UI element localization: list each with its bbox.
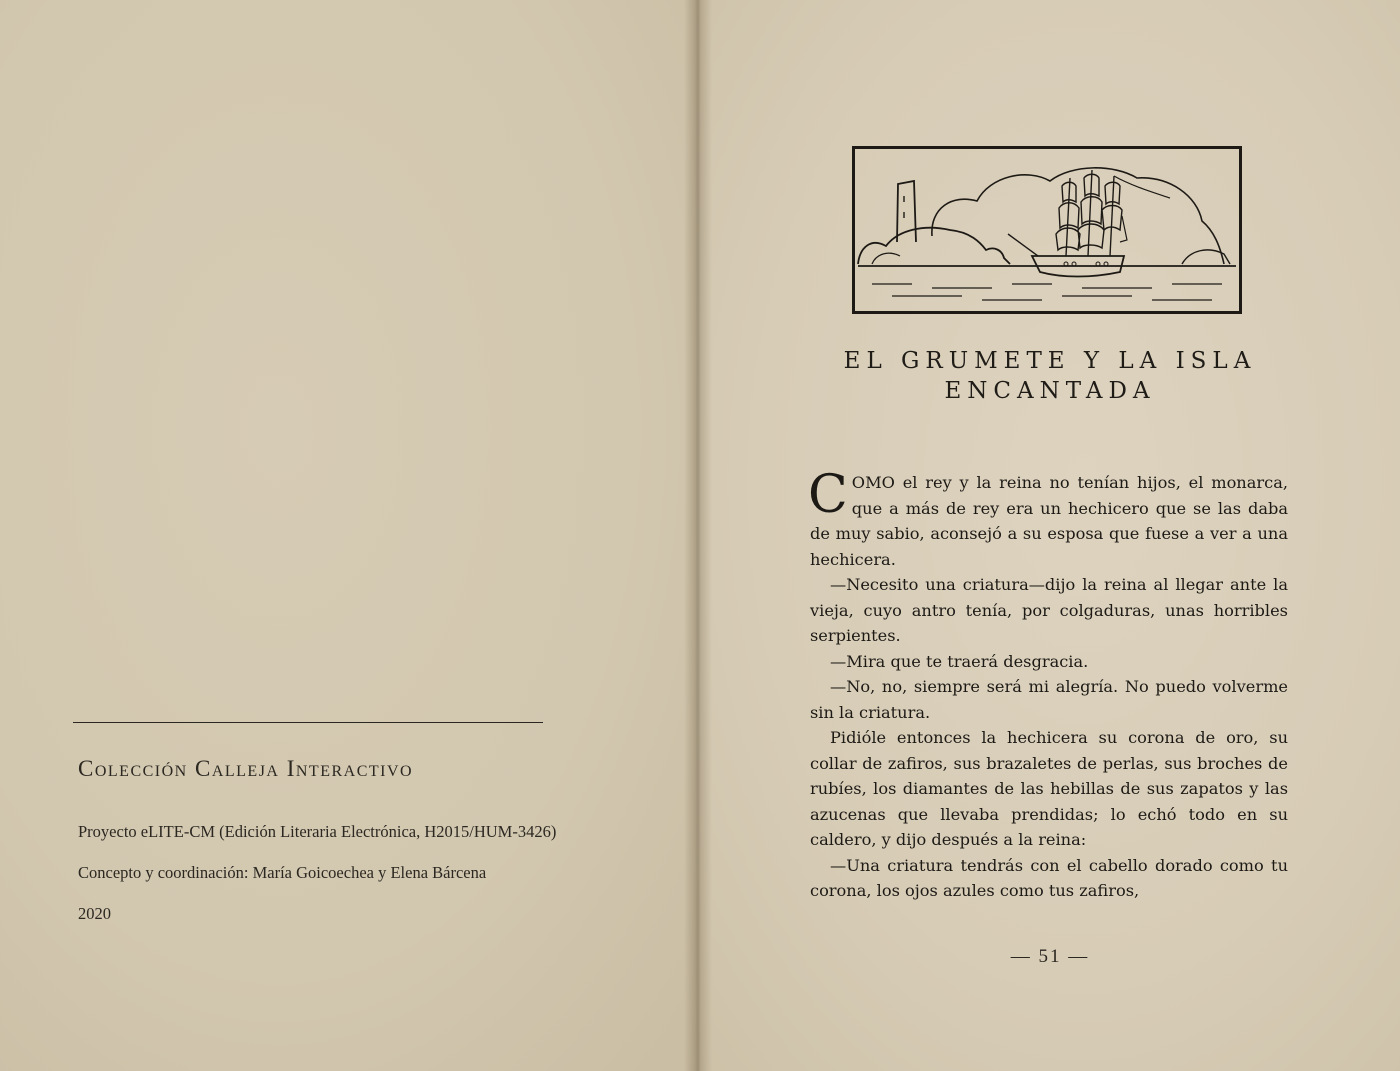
chapter-body	[808, 465, 1288, 904]
paragraph-6: —Una criatura tendrás con el cabello dorado como tu corona, los ojos azules como tus zafiros,	[810, 855, 1288, 900]
left-page	[0, 0, 697, 1071]
chapter-title-line-1: EL GRUMETE Y LA ISLA	[843, 348, 1257, 374]
chapter-title	[800, 346, 1300, 406]
colophon-rule	[73, 722, 543, 723]
paragraph-4: —No, no, siempre será mi alegría. No puedo volverme sin la criatura.	[810, 677, 1288, 722]
paragraph-1	[808, 465, 1288, 572]
year-line: 2020	[78, 904, 111, 923]
paragraph-1-text: el rey y la reina no tenían hijos, el monarca, que a más de rey era un hechicero que se las daba de muy sabio, aconsejó a su esposa que fuese a ver a una hechicera.	[810, 473, 1288, 569]
book-gutter	[684, 0, 712, 1071]
paragraph-5: Pidióle entonces la hechicera su corona de oro, su collar de zafiros, sus brazaletes de perlas, sus broches de rubíes, los diamantes de las hebillas de sus zapatos y las azucenas que llevaba prendidas; lo echó todo en su caldero, y dijo después a la reina:	[810, 728, 1288, 849]
paragraph-2: —Necesito una criatura—dijo la reina al llegar ante la vieja, cuyo antro tenía, por colgaduras, unas horribles serpientes.	[810, 575, 1288, 645]
ship-and-tower-illustration	[852, 146, 1242, 314]
page-number: — 51 —	[1010, 946, 1090, 967]
chapter-title-line-2: ENCANTADA	[944, 378, 1156, 404]
project-line: Proyecto eLITE-CM (Edición Literaria Electrónica, H2015/HUM-3426)	[78, 822, 557, 841]
paragraph-3: —Mira que te traerá desgracia.	[830, 651, 1089, 671]
concept-line: Concepto y coordinación: María Goicoechea y Elena Bárcena	[78, 863, 487, 882]
series-title: Colección Calleja Interactivo	[78, 756, 414, 781]
first-word: OMO	[851, 473, 895, 492]
drop-cap: C	[808, 465, 848, 525]
